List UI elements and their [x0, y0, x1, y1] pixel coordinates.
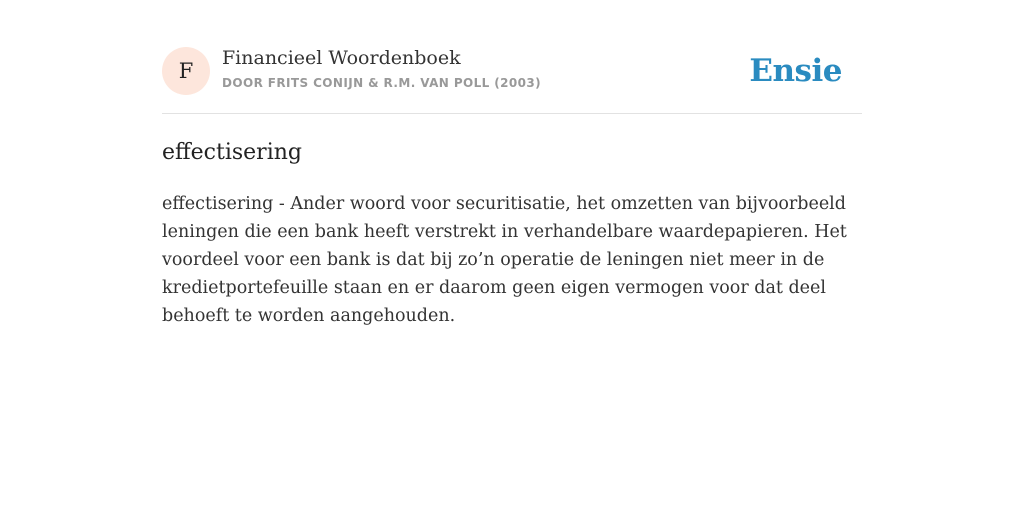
entry-definition: effectisering - Ander woord voor securitisatie, het omzetten van bijvoorbeeld leningen die een bank heeft verstrekt in verhandelbare waardepapieren. Het voordeel voor een bank is dat bij zo’n operatie de leningen niet meer in de kredietportefeuille staan en er daarom geen eigen vermogen voor dat deel behoeft te worden aangehouden.: [162, 194, 847, 326]
book-title[interactable]: Financieel Woordenboek: [222, 47, 461, 69]
book-author: DOOR FRITS CONIJN & R.M. VAN POLL (2003): [222, 76, 542, 90]
entry-term: effectisering: [162, 140, 302, 165]
book-avatar: F: [162, 47, 210, 95]
divider: [162, 113, 862, 114]
header: [162, 46, 862, 96]
ensie-logo[interactable]: Ensie: [749, 53, 842, 89]
